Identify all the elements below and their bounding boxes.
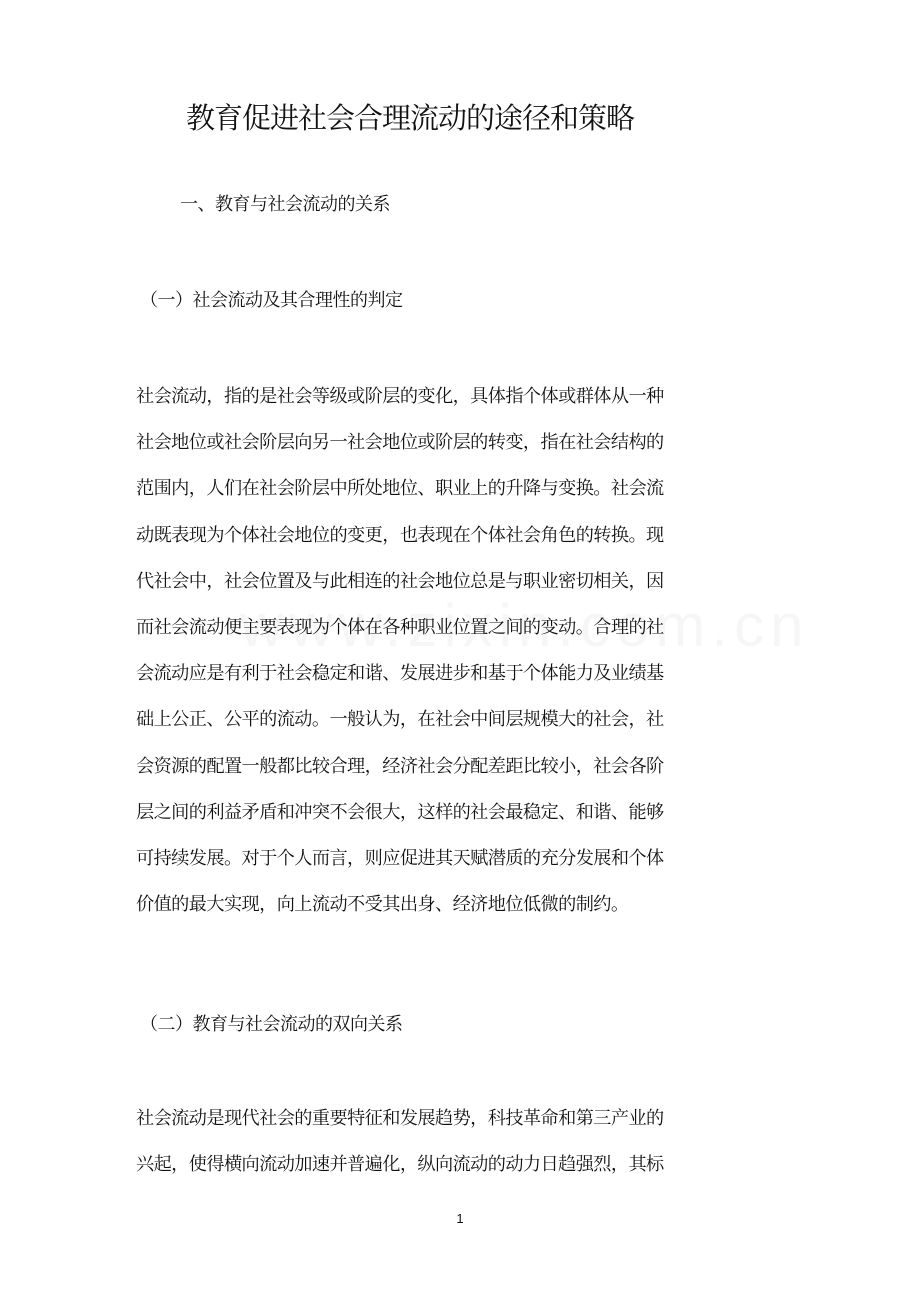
document-title: 教育促进社会合理流动的途径和策略 xyxy=(185,101,634,135)
paragraph-line: 动既表现为个体社会地位的变更，也表现在个体社会角色的转换。现 xyxy=(136,524,664,546)
paragraph-line: 代社会中，社会位置及与此相连的社会地位总是与职业密切相关，因 xyxy=(136,570,664,592)
subsection-heading-2: （二）教育与社会流动的双向关系 xyxy=(140,1014,403,1035)
section-heading: 一、教育与社会流动的关系 xyxy=(180,194,390,215)
paragraph-line: 而社会流动便主要表现为个体在各种职业位置之间的变动。合理的社 xyxy=(136,616,664,638)
paragraph-line: 社会流动，指的是社会等级或阶层的变化，具体指个体或群体从一种 xyxy=(136,386,664,407)
paragraph-line: 会流动应是有利于社会稳定和谐、发展进步和基于个体能力及业绩基 xyxy=(136,663,664,685)
paragraph-line: 价值的最大实现，向上流动不受其出身、经济地位低微的制约。 xyxy=(136,894,629,916)
page-number: 1 xyxy=(456,1211,464,1226)
paragraph-line: 层之间的利益矛盾和冲突不会很大，这样的社会最稳定、和谐、能够 xyxy=(136,801,664,823)
subsection-heading-1: （一）社会流动及其合理性的判定 xyxy=(140,290,403,311)
paragraph-2 xyxy=(136,1102,696,1194)
paragraph-line: 兴起，使得横向流动加速并普遍化，纵向流动的动力日趋强烈，其标 xyxy=(136,1154,664,1176)
paragraph-line: 社会地位或社会阶层向另一社会地位或阶层的转变，指在社会结构的 xyxy=(136,432,664,454)
paragraph-line: 会资源的配置一般都比较合理，经济社会分配差距比较小，社会各阶 xyxy=(136,755,664,777)
paragraph-line: 社会流动是现代社会的重要特征和发展趋势，科技革命和第三产业的 xyxy=(136,1108,664,1129)
paragraph-line: 可持续发展。对于个人而言，则应促进其天赋潜质的充分发展和个体 xyxy=(136,847,664,869)
paragraph-1 xyxy=(136,380,696,934)
paragraph-line: 础上公正、公平的流动。一般认为，在社会中间层规模大的社会，社 xyxy=(136,709,664,731)
paragraph-line: 范围内，人们在社会阶层中所处地位、职业上的升降与变换。社会流 xyxy=(136,478,664,500)
